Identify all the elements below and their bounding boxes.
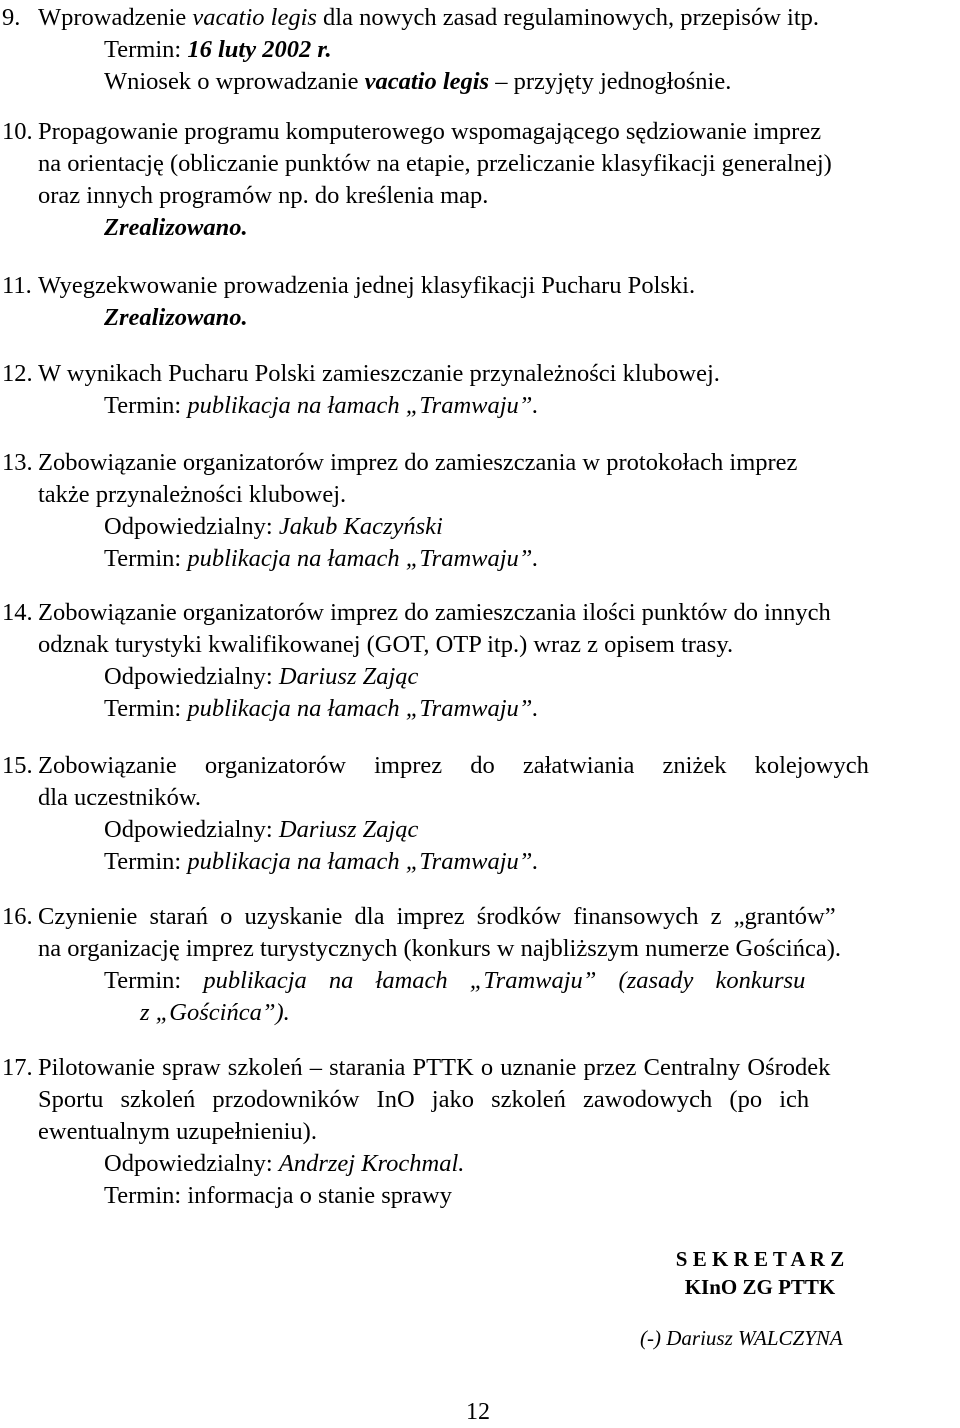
- item-text-line: Zobowiązanie organizatorów imprez do załatwiania zniżek kolejowych: [38, 752, 869, 779]
- item-text-line: Wprowadzenie vacatio legis dla nowych zasad regulaminowych, przepisów itp.: [38, 4, 820, 31]
- signature-organization: KInO ZG PTTK: [684, 1275, 836, 1299]
- status-line: Zrealizowano.: [104, 304, 248, 331]
- item-text-line: Propagowanie programu komputerowego wspomagającego sędziowanie imprez: [38, 118, 822, 145]
- item-14: [0, 597, 957, 725]
- item-text-line: Zobowiązanie organizatorów imprez do zamieszczania ilości punktów do innych: [38, 599, 831, 626]
- item-number: 10.: [2, 118, 33, 145]
- termin-line: Termin: publikacja na łamach „Tramwaju”.: [104, 695, 539, 722]
- termin-line: Termin: publikacja na łamach „Tramwaju”.: [104, 848, 539, 875]
- item-text-line: odznak turystyki kwalifikowanej (GOT, OTP itp.) wraz z opisem trasy.: [38, 631, 734, 658]
- item-number: 14.: [2, 599, 33, 626]
- termin-line: Termin: publikacja na łamach „Tramwaju” (zasady konkursu: [104, 967, 806, 994]
- item-text-line: oraz innych programów np. do kreślenia map.: [38, 182, 489, 209]
- page-number: 12: [466, 1399, 490, 1425]
- responsible-line: Odpowiedzialny: Jakub Kaczyński: [104, 513, 443, 540]
- item-text-line: Pilotowanie spraw szkoleń – starania PTTK o uznanie przez Centralny Ośrodek: [38, 1054, 831, 1081]
- signer-name: (-) Dariusz WALCZYNA: [640, 1326, 843, 1350]
- termin-line: Termin: publikacja na łamach „Tramwaju”.: [104, 392, 539, 419]
- item-text-line: ewentualnym uzupełnieniu).: [38, 1118, 317, 1145]
- termin-line-continued: z „Gościńca”).: [140, 999, 290, 1026]
- item-text-line: Zobowiązanie organizatorów imprez do zamieszczania w protokołach imprez: [38, 449, 798, 476]
- responsible-line: Odpowiedzialny: Dariusz Zając: [104, 663, 419, 690]
- item-12: [0, 358, 957, 422]
- status-line: Zrealizowano.: [104, 214, 248, 241]
- item-number: 12.: [2, 360, 33, 387]
- item-number: 15.: [2, 752, 33, 779]
- item-text-line: na orientację (obliczanie punktów na etapie, przeliczanie klasyfikacji generalnej): [38, 150, 832, 177]
- item-number: 13.: [2, 449, 33, 476]
- item-number: 11.: [2, 272, 32, 299]
- item-11: [0, 270, 957, 334]
- item-text-line: na organizację imprez turystycznych (konkurs w najbliższym numerze Gościńca).: [38, 935, 841, 962]
- item-15: [0, 750, 957, 878]
- item-text-line: Wyegzekwowanie prowadzenia jednej klasyfikacji Pucharu Polski.: [38, 272, 696, 299]
- item-13: [0, 447, 957, 575]
- responsible-line: Odpowiedzialny: Andrzej Krochmal.: [104, 1150, 465, 1177]
- item-text-line: także przynależności klubowej.: [38, 481, 347, 508]
- termin-line: Termin: publikacja na łamach „Tramwaju”.: [104, 545, 539, 572]
- item-9: [0, 2, 957, 98]
- item-number: 9.: [2, 4, 21, 31]
- item-text-line: W wynikach Pucharu Polski zamieszczanie przynależności klubowej.: [38, 360, 720, 387]
- item-16: [0, 901, 957, 1029]
- item-17: [0, 1052, 957, 1212]
- item-number: 17.: [2, 1054, 33, 1081]
- responsible-line: Odpowiedzialny: Dariusz Zając: [104, 816, 419, 843]
- item-10: [0, 116, 957, 244]
- signature-title: S E K R E T A R Z: [675, 1247, 845, 1271]
- item-text-line: Czynienie starań o uzyskanie dla imprez środków finansowych z „grantów”: [38, 903, 836, 930]
- item-text-line: Sportu szkoleń przodowników InO jako szkoleń zawodowych (po ich: [38, 1086, 810, 1113]
- termin-line: Termin: 16 luty 2002 r.: [104, 36, 332, 63]
- item-text-line: dla uczestników.: [38, 784, 202, 811]
- decision-line: Wniosek o wprowadzanie vacatio legis – przyjęty jednogłośnie.: [104, 68, 732, 95]
- termin-line: Termin: informacja o stanie sprawy: [104, 1182, 452, 1209]
- item-number: 16.: [2, 903, 33, 930]
